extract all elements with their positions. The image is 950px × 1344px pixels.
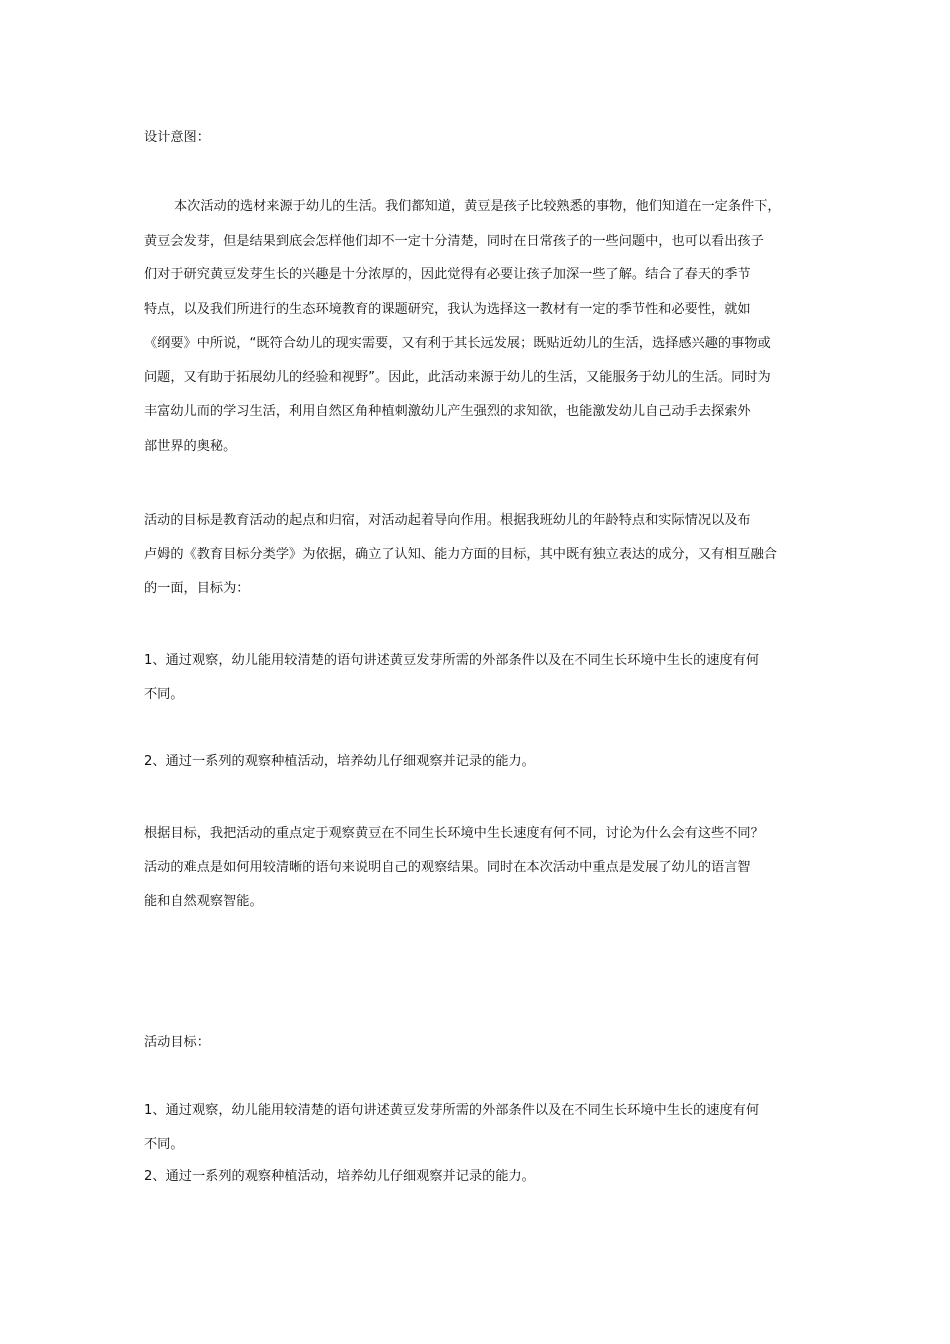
list-item-line: 1、通过观察，幼儿能用较清楚的语句讲述黄豆发芽所需的外部条件以及在不同生长环境中生长的速度有何 <box>144 653 760 668</box>
paragraph-line: 部世界的奥秘。 <box>144 439 237 454</box>
list-item-line: 1、通过观察，幼儿能用较清楚的语句讲述黄豆发芽所需的外部条件以及在不同生长环境中生长的速度有何 <box>144 1103 760 1118</box>
paragraph-line: 丰富幼儿而的学习生活，利用自然区角种植刺激幼儿产生强烈的求知欲，也能激发幼儿自己动手去探索外 <box>144 404 751 419</box>
paragraph-line: 们对于研究黄豆发芽生长的兴趣是十分浓厚的，因此觉得有必要让孩子加深一些了解。结合了春天的季节 <box>144 267 751 282</box>
activity-goals-heading: 活动目标： <box>144 1035 210 1050</box>
list-item: 2、通过一系列的观察种植活动，培养幼儿仔细观察并记录的能力。 <box>144 1169 535 1184</box>
paragraph-line: 根据目标，我把活动的重点定于观察黄豆在不同生长环境中生长速度有何不同，讨论为什么会有这些不同？ <box>144 826 764 841</box>
paragraph-line: 活动的目标是教育活动的起点和归宿，对活动起着导向作用。根据我班幼儿的年龄特点和实际情况以及布 <box>144 513 751 528</box>
paragraph-line: 能和自然观察智能。 <box>144 894 263 909</box>
paragraph-line: 的一面，目标为： <box>144 581 250 596</box>
list-item-line: 不同。 <box>144 1137 184 1152</box>
paragraph-line: 本次活动的选材来源于幼儿的生活。我们都知道，黄豆是孩子比较熟悉的事物，他们知道在一定条件下， <box>174 199 781 214</box>
design-intent-heading: 设计意图： <box>144 130 210 145</box>
paragraph-line: 《纲要》中所说，“既符合幼儿的现实需要，又有利于其长远发展；既贴近幼儿的生活，选择感兴趣的事物或 <box>144 336 771 351</box>
paragraph-line: 卢姆的《教育目标分类学》为依据，确立了认知、能力方面的目标，其中既有独立表达的成分，又有相互融合 <box>144 547 777 562</box>
paragraph-line: 问题，又有助于拓展幼儿的经验和视野”。因此，此活动来源于幼儿的生活，又能服务于幼儿的生活。同时为 <box>144 370 771 385</box>
paragraph-line: 活动的难点是如何用较清晰的语句来说明自己的观察结果。同时在本次活动中重点是发展了幼儿的语言智 <box>144 860 751 875</box>
paragraph-line: 特点，以及我们所进行的生态环境教育的课题研究，我认为选择这一教材有一定的季节性和必要性，就如 <box>144 302 751 317</box>
list-item: 2、通过一系列的观察种植活动，培养幼儿仔细观察并记录的能力。 <box>144 754 535 769</box>
list-item-line: 不同。 <box>144 687 184 702</box>
paragraph-line: 黄豆会发芽，但是结果到底会怎样他们却不一定十分清楚，同时在日常孩子的一些问题中，也可以看出孩子 <box>144 234 764 249</box>
